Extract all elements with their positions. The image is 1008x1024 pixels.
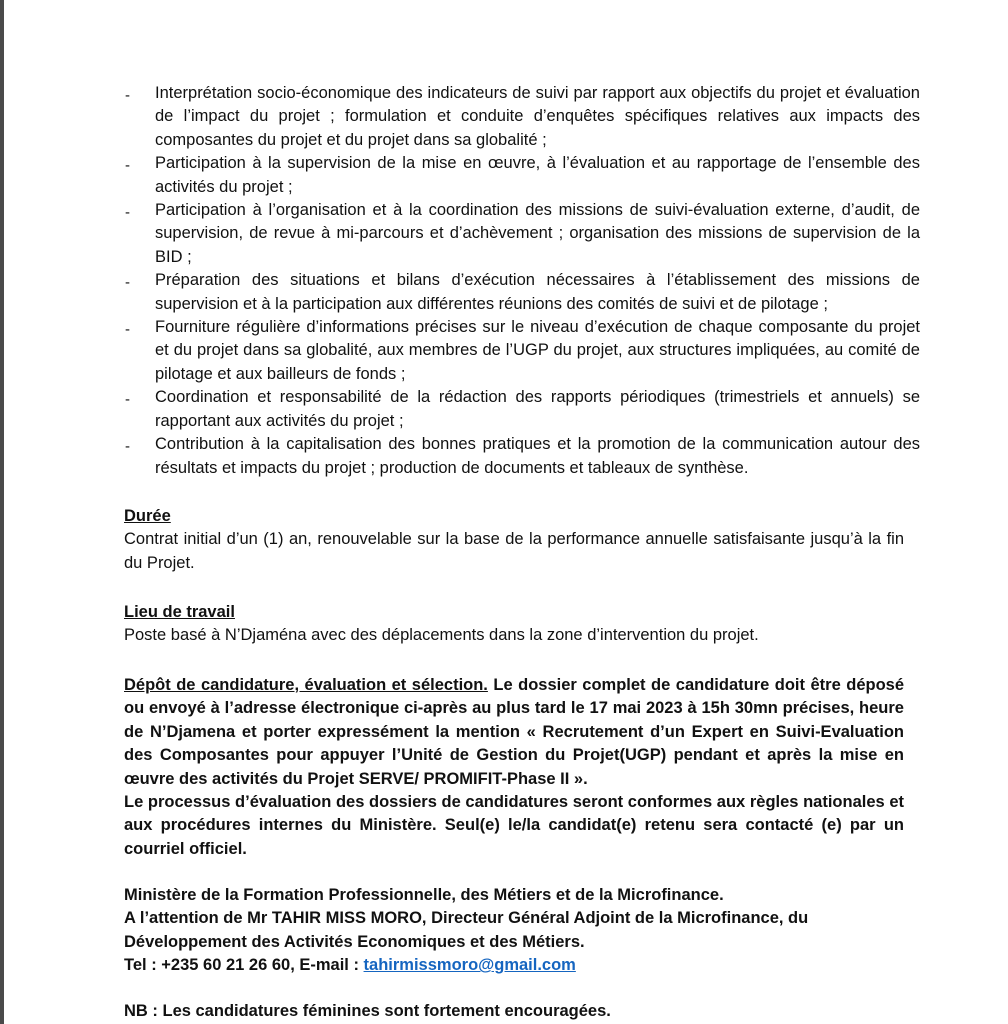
bullet-marker: - — [125, 157, 130, 175]
attention-line: A l’attention de Mr TAHIR MISS MORO, Directeur Général Adjoint de la Microfinance, du — [124, 909, 809, 928]
list-item-text: Participation à l’organisation et à la coordination des missions de suivi-évaluation externe, d’audit, de supervision, de revue à mi-parcours et d’achèvement ; organisation des missions de supervision de la BID ; — [155, 201, 920, 266]
list-item — [120, 199, 920, 269]
list-item — [120, 152, 920, 199]
bullet-marker: - — [125, 391, 130, 409]
email-link[interactable]: tahirmissmoro@gmail.com — [363, 956, 576, 975]
depot-section — [124, 674, 904, 861]
list-item — [120, 433, 920, 480]
bullet-marker: - — [125, 438, 130, 456]
duree-section — [124, 505, 904, 575]
list-item — [120, 82, 920, 152]
list-item-text: Préparation des situations et bilans d’exécution nécessaires à l’établissement des missions de supervision et à la participation aux différentes réunions des comités de suivi et de pilotage ; — [155, 271, 920, 313]
depot-paragraph — [124, 676, 904, 788]
lieu-section — [124, 601, 904, 648]
lieu-text: Poste basé à N’Djaména avec des déplacements dans la zone d’intervention du projet. — [124, 626, 759, 645]
list-item-text: Participation à la supervision de la mise en œuvre, à l’évaluation et au rapportage de l’ensemble des activités du projet ; — [155, 154, 920, 196]
bullet-marker: - — [125, 274, 130, 292]
list-item — [120, 316, 920, 386]
depot-heading: Dépôt de candidature, évaluation et sélection. — [124, 676, 488, 694]
list-item-text: Coordination et responsabilité de la rédaction des rapports périodiques (trimestriels et annuels) se rapportant aux activités du projet ; — [155, 388, 920, 430]
contact-line — [124, 954, 904, 977]
attention-line-cont: Développement des Activités Economiques et des Métiers. — [124, 932, 585, 951]
list-item-text: Contribution à la capitalisation des bonnes pratiques et la promotion de la communication autour des résultats et impacts du projet ; production de documents et tableaux de synthèse. — [155, 435, 920, 477]
depot-text-2: Le processus d’évaluation des dossiers de candidatures seront conformes aux règles nationales et aux procédures internes du Ministère. Seul(e) le/la candidat(e) retenu sera contacté (e) par un courriel officiel. — [124, 793, 904, 858]
list-item — [120, 386, 920, 433]
bullet-marker: - — [125, 321, 130, 339]
list-item-text: Fourniture régulière d’informations précises sur le niveau d’exécution de chaque composante du projet et du projet dans sa globalité, aux membres de l’UGP du projet, aux structures impliquées, au comité de pilotage et aux bailleurs de fonds ; — [155, 318, 920, 383]
responsibilities-list — [120, 82, 920, 480]
duree-heading: Durée — [124, 507, 171, 525]
list-item-text: Interprétation socio-économique des indicateurs de suivi par rapport aux objectifs du projet et évaluation de l’impact du projet ; formulation et conduite d’enquêtes spécifiques relatives aux impacts des composantes du projet et du projet dans sa globalité ; — [155, 84, 920, 149]
ministry-name: Ministère de la Formation Professionnelle, des Métiers et de la Microfinance. — [124, 886, 724, 904]
list-item — [120, 269, 920, 316]
duree-text: Contrat initial d’un (1) an, renouvelable sur la base de la performance annuelle satisfaisante jusqu’à la fin du Projet. — [124, 530, 904, 572]
depot-text-1: Le dossier complet de candidature doit être déposé ou envoyé à l’adresse électronique ci-après au plus tard le 17 mai 2023 à 15h 30mn précises, heure de N’Djamena et porter expressément la mention « Recrutement d’un Expert en Suivi-Evaluation des Composantes pour appuyer l’Unité de Gestion du Projet(UGP) pendant et après la mise en œuvre des activités du Projet SERVE/ PROMIFIT-Phase II ». — [124, 676, 905, 788]
nb-note — [124, 1000, 904, 1023]
contact-section — [124, 884, 904, 978]
nb-text: NB : Les candidatures féminines sont fortement encouragées. — [124, 1002, 611, 1020]
tel-email-label: Tel : +235 60 21 26 60, E-mail : — [124, 956, 364, 975]
bullet-marker: - — [125, 204, 130, 222]
lieu-heading: Lieu de travail — [124, 603, 235, 621]
bullet-marker: - — [125, 87, 130, 104]
